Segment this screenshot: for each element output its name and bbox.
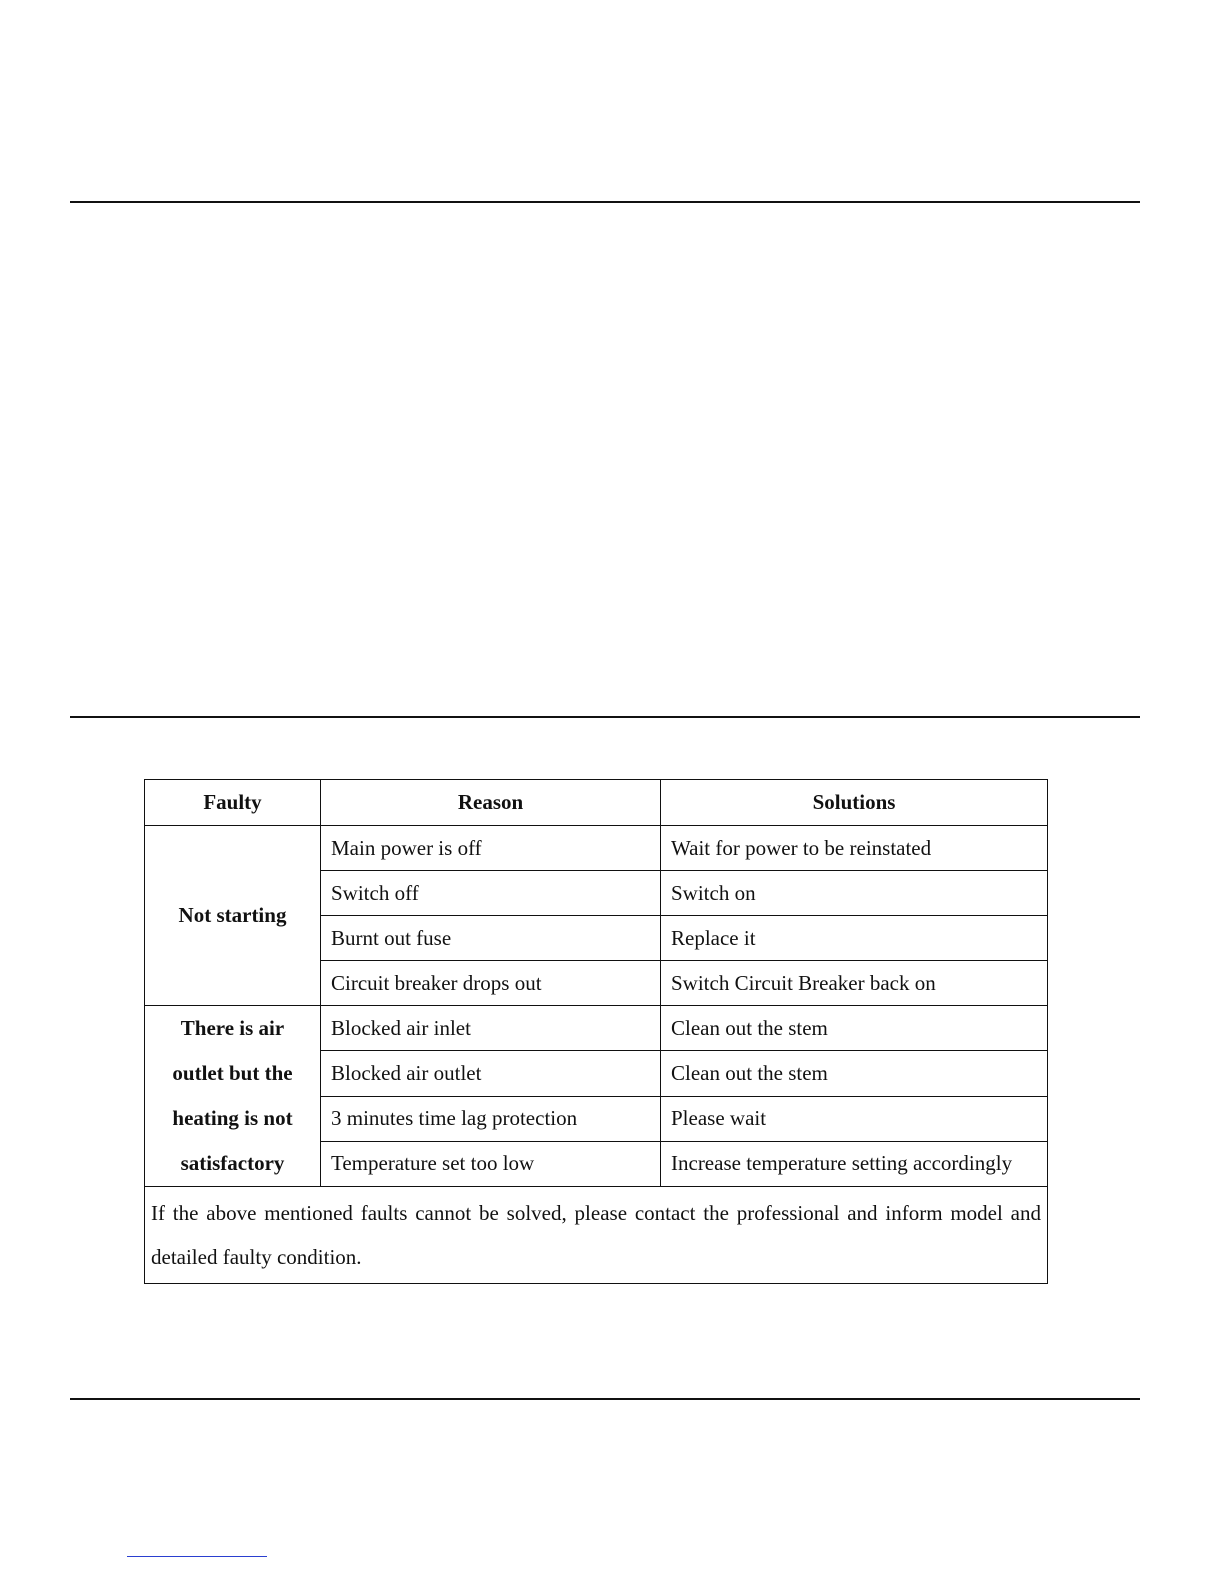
reason-cell: 3 minutes time lag protection bbox=[321, 1096, 661, 1141]
reason-cell: Switch off bbox=[321, 871, 661, 916]
table-row bbox=[145, 1006, 1048, 1051]
table-row bbox=[145, 826, 1048, 871]
solution-cell: Clean out the stem bbox=[661, 1006, 1048, 1051]
middle-rule bbox=[70, 716, 1140, 718]
contact-note: If the above mentioned faults cannot be solved, please contact the professional and inform model and detailed faulty condition. bbox=[145, 1187, 1048, 1284]
reason-cell: Circuit breaker drops out bbox=[321, 961, 661, 1006]
fault-line: There is air bbox=[180, 1016, 285, 1040]
reason-cell: Main power is off bbox=[321, 826, 661, 871]
header-faulty: Faulty bbox=[145, 780, 321, 826]
solution-cell: Clean out the stem bbox=[661, 1051, 1048, 1096]
fault-line: outlet but the bbox=[172, 1061, 293, 1085]
solution-cell: Please wait bbox=[661, 1096, 1048, 1141]
table-note-row bbox=[145, 1187, 1048, 1284]
reason-cell: Temperature set too low bbox=[321, 1141, 661, 1186]
solution-cell: Replace it bbox=[661, 916, 1048, 961]
solution-cell: Increase temperature setting accordingly bbox=[661, 1141, 1048, 1186]
solution-cell: Switch Circuit Breaker back on bbox=[661, 961, 1048, 1006]
fault-heating-not-satisfactory bbox=[145, 1006, 321, 1187]
table-header-row bbox=[145, 780, 1048, 826]
solution-cell: Wait for power to be reinstated bbox=[661, 826, 1048, 871]
fault-not-starting: Not starting bbox=[145, 826, 321, 1006]
reason-cell: Blocked air inlet bbox=[321, 1006, 661, 1051]
header-solutions: Solutions bbox=[661, 780, 1048, 826]
solution-cell: Switch on bbox=[661, 871, 1048, 916]
reason-cell: Burnt out fuse bbox=[321, 916, 661, 961]
top-rule bbox=[70, 201, 1140, 203]
bottom-rule bbox=[70, 1398, 1140, 1400]
troubleshooting-table bbox=[144, 779, 1048, 1284]
fault-line: heating is not bbox=[172, 1106, 293, 1130]
fault-line: satisfactory bbox=[180, 1151, 285, 1175]
footer-link-underline bbox=[127, 1556, 267, 1557]
header-reason: Reason bbox=[321, 780, 661, 826]
reason-cell: Blocked air outlet bbox=[321, 1051, 661, 1096]
